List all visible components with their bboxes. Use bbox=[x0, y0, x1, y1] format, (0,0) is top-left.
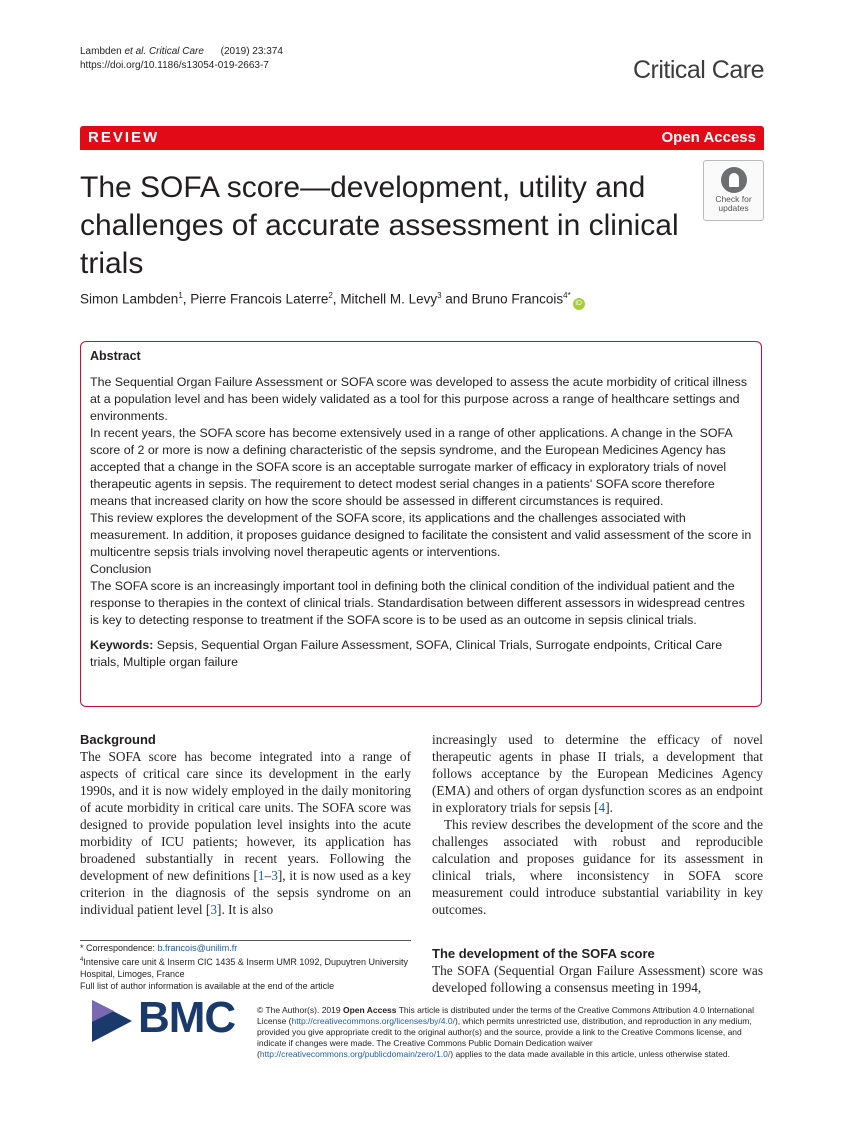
body-paragraph: The SOFA score has become integrated into a range of aspects of critical care since its development in the early 1990s, and it is now widely employed in the daily monitoring of acute morbidity in critical care units. The SOFA score was designed to provide population level insights into the acute morbidity of ICU patients; however, its application has broadened substantially in recent years. Following the development of new definitions [1–3], it is now used as a key criterion in the diagnosis of the sepsis syndrome on an individual patient level [3]. It is also bbox=[80, 749, 411, 917]
abstract-paragraph: In recent years, the SOFA score has become extensively used in a range of other applications. A change in the SOFA score of 2 or more is now a defining characteristic of the sepsis syndrome, and the European Medicines Agency has accepted that a change in the SOFA score is an acceptable surrogate marker of efficacy in exploratory trials of novel therapeutic agents in sepsis. The requirement to detect modest serial changes in a patients' SOFA score therefore means that increased clarity on how the score should be assessed in different circumstances is required. bbox=[90, 426, 732, 508]
citation-authors: Lambden bbox=[80, 46, 122, 57]
author-name: Pierre Francois Laterre bbox=[190, 291, 329, 307]
reference-link[interactable]: 3 bbox=[271, 868, 278, 883]
keywords bbox=[90, 637, 752, 671]
author-list: Simon Lambden$^1$, Pierre Francois Laterre$^2$, Mitchell M. Levy$^3$ and Bruno Francois$^{4*}$iD bbox=[80, 291, 585, 310]
reference-link[interactable]: 1 bbox=[257, 868, 265, 883]
citation-volume: (2019) 23:374 bbox=[220, 46, 283, 57]
keywords-label: Keywords: bbox=[90, 638, 154, 652]
right-column-section bbox=[432, 945, 763, 996]
article-type: REVIEW bbox=[88, 129, 160, 146]
body-paragraph: increasingly used to determine the efficacy of novel therapeutic agents in phase II trials, a development that follows acceptance by the European Medicines Agency (EMA) and others of organ dysfunction scores as an endpoint in exploratory trials for sepsis [4]. bbox=[432, 732, 763, 815]
check-updates-line2: updates bbox=[718, 203, 749, 213]
license-statement: © The Author(s). 2019 Open Access This article is distributed under the terms of the Creative Commons Attribution 4.0 International License (http://creativecommons.org/licenses/by/4.0/), which permits unrestricted use, distribution, and reproduction in any medium, provided you give appropriate credit to the original author(s) and the source, provide a link to the Creative Commons license, and indicate if changes were made. The Creative Commons Public Domain Dedication waiver (http://creativecommons.org/publicdomain/zero/1.0/) applies to the data made available in this article, unless otherwise stated. bbox=[257, 1005, 755, 1059]
author-name: Mitchell M. Levy bbox=[340, 291, 438, 307]
footnotes: * Correspondence: b.francois@unilim.fr $^4$Intensive care unit & Inserm CIC 1435 & Inserm UMR 1092, Dupuytren University Hospital, Limoges, France Full list of author information is available at the end of the article bbox=[80, 942, 411, 992]
article-type-banner bbox=[80, 126, 764, 150]
citation-journal: et al. Critical Care bbox=[124, 46, 204, 57]
check-updates-line1: Check for bbox=[715, 194, 752, 204]
reference-link[interactable]: 4 bbox=[598, 800, 606, 815]
abstract-paragraph: The SOFA score is an increasingly important tool in defining both the clinical condition of the individual patient and the response to therapies in the context of clinical trials. Standardisation between different assessors in widespread centres is key to detecting response to treatment if the SOFA score is to be used as an outcome in sepsis clinical trials. bbox=[90, 579, 745, 627]
body-paragraph: This review describes the development of the score and the challenges associated with robust and reproducible calculation and proposes guidance for its assessment in clinical trials, where inconsistency in SOFA score measurement could introduce substantial variability in key outcomes. bbox=[432, 817, 763, 917]
author-name: Simon Lambden bbox=[80, 291, 179, 307]
author-affiliation: 3 bbox=[437, 291, 442, 300]
bookmark-icon bbox=[721, 167, 747, 193]
section-heading: The development of the SOFA score bbox=[432, 946, 655, 961]
author-name: Bruno Francois bbox=[471, 291, 564, 307]
footnote-divider bbox=[80, 940, 411, 941]
abstract-subheading: Conclusion bbox=[90, 562, 152, 576]
correspondence-email[interactable]: b.francois@unilim.fr bbox=[157, 943, 238, 953]
doi-link[interactable]: https://doi.org/10.1186/s13054-019-2663-7 bbox=[80, 60, 269, 71]
right-column bbox=[432, 731, 763, 918]
body-paragraph: The SOFA (Sequential Organ Failure Assessment) score was developed following a consensus meeting in 1994, bbox=[432, 963, 763, 995]
abstract-heading: Abstract bbox=[90, 349, 141, 363]
abstract-paragraph: The Sequential Organ Failure Assessment or SOFA score was developed to assess the acute morbidity of critical illness at a population level and has been widely validated as a tool for this purpose across a range of healthcare settings and environments. bbox=[90, 375, 748, 423]
license-link[interactable]: http://creativecommons.org/licenses/by/4.0/ bbox=[291, 1016, 455, 1026]
abstract-paragraph: This review explores the development of the SOFA score, its applications and the challenges associated with measurement. In addition, it proposes guidance designed to facilitate the consistent and valid assessment of the score in multicentre sepsis trials involving novel therapeutic agents or interventions. bbox=[90, 511, 752, 559]
publisher-logo: BMC bbox=[138, 993, 236, 1042]
orcid-icon[interactable]: iD bbox=[573, 298, 585, 310]
abstract-box bbox=[80, 341, 762, 707]
author-affiliation: 2 bbox=[328, 291, 333, 300]
left-column bbox=[80, 731, 411, 918]
public-domain-link[interactable]: http://creativecommons.org/publicdomain/zero/1.0/ bbox=[259, 1049, 451, 1059]
background-heading: Background bbox=[80, 732, 156, 747]
article-title: The SOFA score—development, utility and challenges of accurate assessment in clinical trials bbox=[80, 171, 679, 280]
bmc-logo-icon bbox=[92, 1000, 132, 1042]
author-affiliation: 4* bbox=[563, 291, 571, 300]
citation-header bbox=[80, 45, 283, 73]
keywords-list: Sepsis, Sequential Organ Failure Assessment, SOFA, Clinical Trials, Surrogate endpoints, Critical Care trials, Multiple organ failure bbox=[90, 638, 723, 669]
journal-name: Critical Care bbox=[632, 56, 764, 84]
author-affiliation: 1 bbox=[178, 291, 183, 300]
author-info-note: Full list of author information is available at the end of the article bbox=[80, 981, 335, 991]
check-for-updates-button[interactable] bbox=[703, 160, 764, 221]
affiliation-text: Intensive care unit & Inserm CIC 1435 & Inserm UMR 1092, Dupuytren University Hospital, Limoges, France bbox=[80, 957, 408, 979]
reference-link[interactable]: 3 bbox=[210, 902, 218, 917]
open-access-label: Open Access bbox=[661, 129, 756, 146]
